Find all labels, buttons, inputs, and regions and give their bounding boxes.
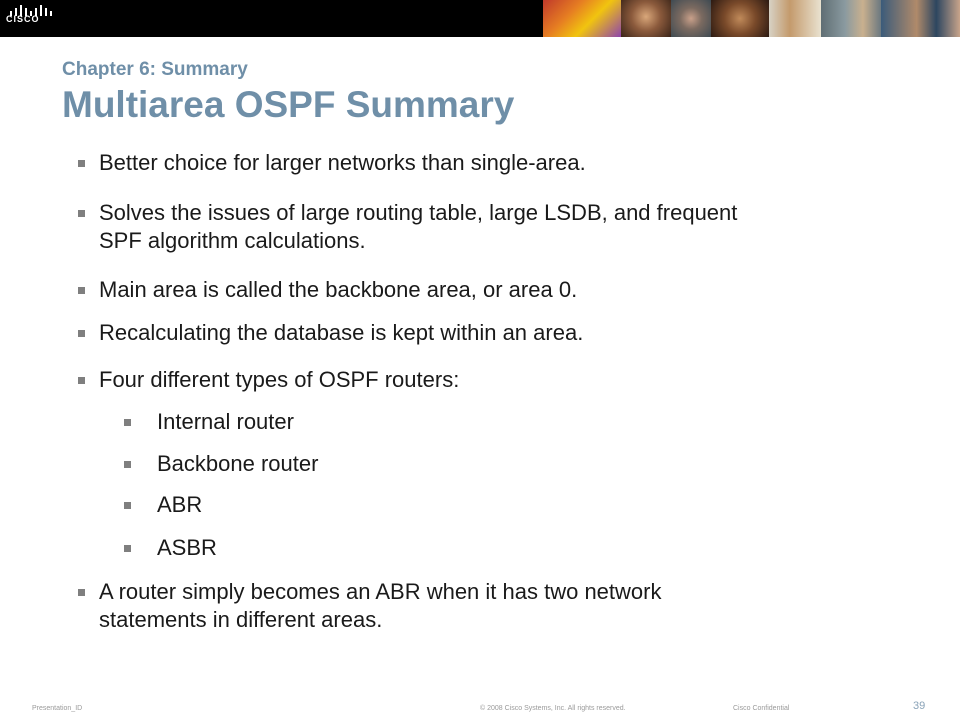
footer-copyright: © 2008 Cisco Systems, Inc. All rights reserved. <box>480 705 626 712</box>
bullet-item <box>75 319 895 347</box>
header-banner <box>0 0 960 37</box>
header-photo-1 <box>543 0 621 37</box>
bullet-text: Four different types of OSPF routers: <box>99 367 460 392</box>
bullet-item <box>75 199 895 255</box>
sub-bullet-text: ABR <box>157 492 203 517</box>
bullet-item <box>75 276 895 304</box>
footer-confidential: Cisco Confidential <box>733 705 790 712</box>
bullet-square-icon <box>78 589 85 596</box>
header-photo-strip <box>543 0 960 37</box>
bullet-text: Solves the issues of large routing table, large LSDB, and frequent <box>99 200 738 225</box>
sub-bullet-item <box>121 534 821 562</box>
sub-bullet-text: ASBR <box>157 535 217 560</box>
header-photo-3 <box>671 0 711 37</box>
bullet-text-continued: SPF algorithm calculations. <box>99 228 366 253</box>
slide-subtitle: Chapter 6: Summary <box>62 59 248 80</box>
bullet-square-icon <box>124 502 131 509</box>
header-photo-2 <box>621 0 671 37</box>
header-photo-4 <box>711 0 769 37</box>
slide-title: Multiarea OSPF Summary <box>62 84 515 125</box>
bullet-item <box>75 149 895 177</box>
bullet-text: Recalculating the database is kept within an area. <box>99 320 584 345</box>
bullet-square-icon <box>78 377 85 384</box>
header-photo-6 <box>821 0 881 37</box>
sub-bullet-item <box>121 408 821 436</box>
sub-bullet-item <box>121 491 821 519</box>
footer-presentation-id: Presentation_ID <box>32 705 83 712</box>
bullet-square-icon <box>78 210 85 217</box>
bullet-square-icon <box>78 287 85 294</box>
header-photo-5 <box>769 0 821 37</box>
sub-bullet-item <box>121 450 821 478</box>
sub-bullet-text: Internal router <box>157 409 294 434</box>
sub-bullet-text: Backbone router <box>157 451 319 476</box>
bullet-text: A router simply becomes an ABR when it has two network <box>99 579 662 604</box>
bullet-square-icon <box>124 461 131 468</box>
bullet-text: Main area is called the backbone area, or area 0. <box>99 277 578 302</box>
bullet-item <box>75 366 895 394</box>
bullet-text: Better choice for larger networks than single-area. <box>99 150 586 175</box>
bullet-square-icon <box>78 160 85 167</box>
bullet-item <box>75 578 895 634</box>
cisco-logo-text: CISCO <box>6 14 40 24</box>
bullet-square-icon <box>78 330 85 337</box>
header-photo-7 <box>881 0 960 37</box>
page-number: 39 <box>913 700 926 712</box>
bullet-square-icon <box>124 419 131 426</box>
bullet-text-continued: statements in different areas. <box>99 607 383 632</box>
bullet-square-icon <box>124 545 131 552</box>
